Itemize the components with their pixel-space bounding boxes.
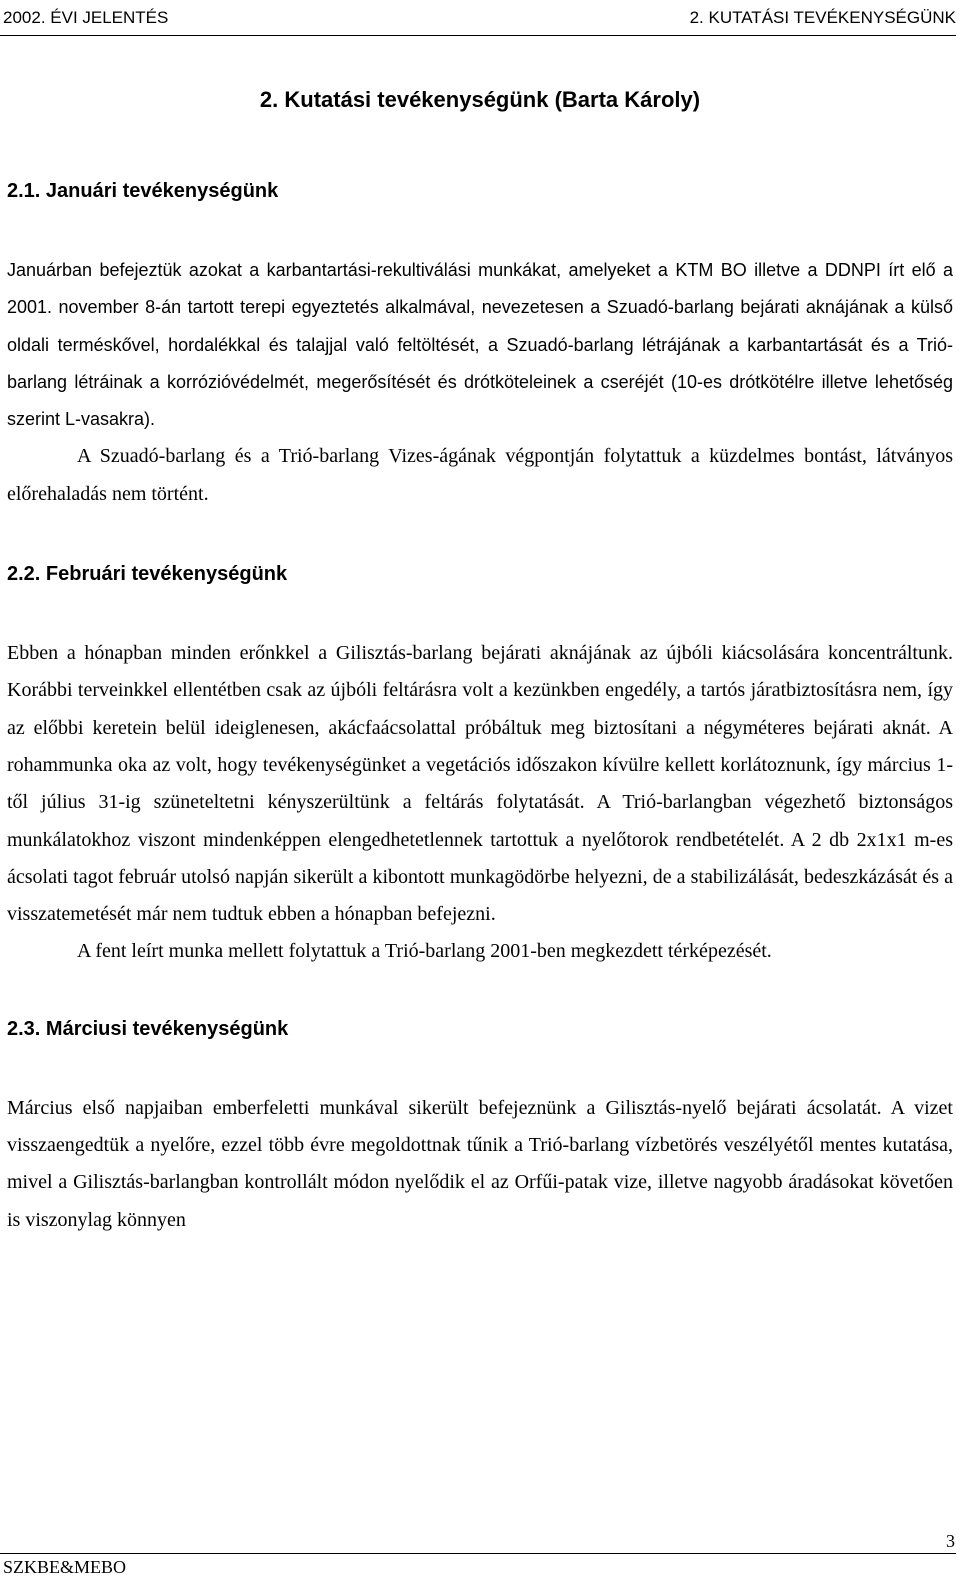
- january-paragraph-1: Januárban befejeztük azokat a karbantartási-rekultiválási munkákat, amelyeket a KTM BO illetve a DDNPI írt elő a 2001. november 8-án tartott terepi egyeztetés alkalmával, nevezetesen a Szuadó-barlang bejárati aknájának a külső oldali terméskővel, hordalékkal és talajjal való feltöltését, a Szuadó-barlang létrájának a karbantartását és a Trió-barlang létráinak a korrózióvédelmét, megerősítését és drótköteleinek a cseréjét (10-es drótkötélre illetve lehetőség szerint L-vasakra).: [7, 260, 953, 430]
- page-header: [0, 4, 960, 34]
- header-divider: [0, 35, 956, 36]
- march-paragraph-1: Március első napjaiban emberfeletti munkával sikerült befejeznünk a Gilisztás-nyelő bejárati ácsolatát. A vizet visszaengedtük a nyelőre, ezzel több évre megoldottnak tűnik a Trió-barlang vízbetörés veszélyétől mentes kutatása, mivel a Gilisztás-barlangban kontrollált módon nyelődik el az Orfűi-patak vize, illetve nagyobb áradásokat követően is viszonylag könnyen: [7, 1096, 953, 1231]
- section-heading-march: 2.3. Márciusi tevékenységünk: [7, 1017, 289, 1040]
- section-heading-february: 2.2. Februári tevékenységünk: [7, 563, 288, 586]
- header-chapter-title: 2. KUTATÁSI TEVÉKENYSÉGÜNK: [689, 8, 956, 27]
- page-number: 3: [946, 1531, 955, 1551]
- february-paragraph-1: Ebben a hónapban minden erőnkkel a Gilisztás-barlang bejárati aknájának az újbóli kiácsolására koncentráltunk. Korábbi terveinkkel ellentétben csak az újbóli feltárásra volt a kezünkben engedély, a tartós járatbiztosításra nem, így az előbbi keretein belül ideiglenesen, akácfaácsolattal próbáltuk meg biztosítani a négyméteres bejárati aknát. A rohammunka oka az volt, hogy tevékenységünket a vegetációs időszakon kívülre kellett korlátoznunk, így március 1-től július 31-ig szüneteltetni kényszerültünk a feltárás folytatását. A Trió-barlangban végezhető biztonságos munkálatokhoz viszont mindenképpen elengedhetetlennek tartottuk a nyelőtorok rendbetételét. A 2 db 2x1x1 m-es ácsolati tagot február utolsó napján sikerült a kibontott munkagödörbe helyezni, de a stabilizálását, bedeszkázását és a visszatemetését már nem tudtuk ebben a hónapban befejezni.: [7, 642, 953, 926]
- page-title: 2. Kutatási tevékenységünk (Barta Károly): [259, 87, 701, 112]
- page-content: [7, 78, 953, 1239]
- header-report-title: 2002. ÉVI JELENTÉS: [3, 8, 169, 27]
- january-paragraph-2: A Szuadó-barlang és a Trió-barlang Vizes-ágának végpontján folytattuk a küzdelmes bontást, látványos előrehaladás nem történt.: [7, 445, 953, 505]
- footer-organization: SZKBE&MEBO: [3, 1557, 127, 1577]
- footer-divider: [0, 1553, 956, 1554]
- february-paragraph-2: A fent leírt munka mellett folytattuk a Trió-barlang 2001-ben megkezdett térképezését.: [77, 940, 772, 963]
- page-footer: [0, 1531, 960, 1581]
- section-heading-january: 2.1. Januári tevékenységünk: [7, 180, 279, 202]
